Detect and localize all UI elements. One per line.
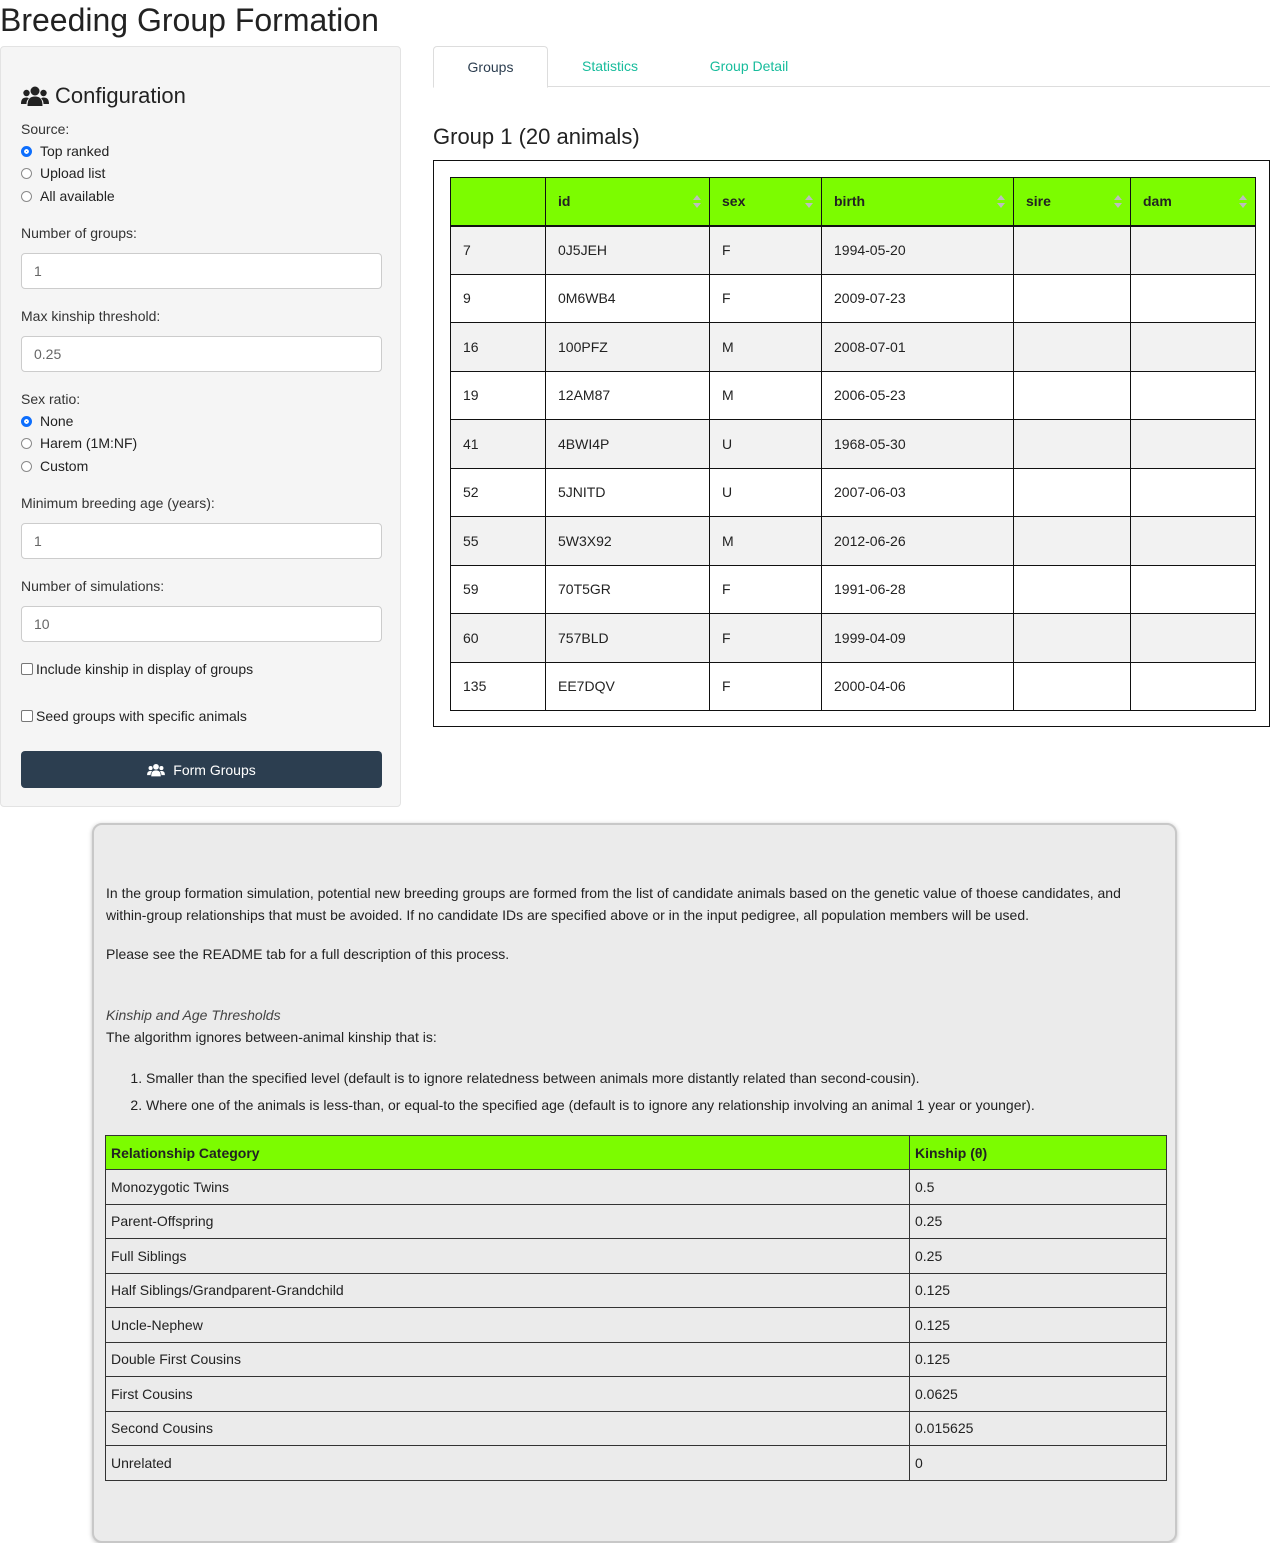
cell-sex: F [710, 274, 822, 323]
table-row [106, 1273, 1167, 1308]
column-header-label: id [558, 193, 571, 210]
cell-kinship: 0.25 [910, 1239, 1167, 1274]
sex-ratio-option-label: None [40, 413, 74, 429]
source-option-top-ranked[interactable] [21, 141, 109, 161]
min-age-input[interactable]: 1 [21, 523, 382, 559]
cell-sex: M [710, 323, 822, 372]
sort-icon[interactable] [1114, 195, 1122, 209]
cell-dam [1131, 517, 1256, 566]
column-header-sire[interactable] [1014, 178, 1131, 226]
form-groups-button[interactable] [21, 751, 382, 788]
cell-sex: F [710, 565, 822, 614]
cell-sire [1014, 565, 1131, 614]
table-row [106, 1411, 1167, 1446]
seed-groups-checkbox-row[interactable] [21, 706, 247, 726]
column-header-birth[interactable] [822, 178, 1014, 226]
cell-sex: F [710, 662, 822, 711]
num-sims-label: Number of simulations: [21, 578, 165, 594]
cell-sex: M [710, 371, 822, 420]
list-item: 1. Smaller than the specified level (default is to ignore relatedness between animals more distantly related than second-cousin). [146, 1065, 1035, 1092]
cell-sire [1014, 323, 1131, 372]
cell-dam [1131, 323, 1256, 372]
cell-id: 0J5JEH [546, 226, 710, 275]
radio-button[interactable] [21, 168, 32, 179]
column-header-relationship: Relationship Category [106, 1136, 910, 1170]
cell-sex: U [710, 468, 822, 517]
cell-birth: 2007-06-03 [822, 468, 1014, 517]
tab-statistics[interactable]: Statistics [581, 58, 638, 74]
cell-relationship: Unrelated [106, 1446, 910, 1481]
cell-relationship: Monozygotic Twins [106, 1170, 910, 1205]
min-age-label: Minimum breeding age (years): [21, 495, 215, 511]
list-item: 2. Where one of the animals is less-than, or equal-to the specified age (default is to ignore any relationship involving an animal 1 year or younger). [146, 1092, 1035, 1119]
cell-dam [1131, 274, 1256, 323]
cell-birth: 2012-06-26 [822, 517, 1014, 566]
source-option-label: Upload list [40, 165, 106, 181]
configuration-title: Configuration [55, 83, 186, 108]
cell-kinship: 0.125 [910, 1273, 1167, 1308]
help-paragraph-intro: In the group formation simulation, potential new breeding groups are formed from the list of candidate animals based on the genetic value of thoese candidates, and within-group relationships that must be avoided. If no candidate IDs are specified above or in the input pedigree, all population members will be used. [106, 885, 1121, 923]
cell-relationship: Full Siblings [106, 1239, 910, 1274]
cell-sex: U [710, 420, 822, 469]
sex-ratio-option-none[interactable] [21, 411, 73, 431]
cell-index: 9 [451, 274, 546, 323]
table-row[interactable] [451, 420, 1256, 469]
table-row[interactable] [451, 565, 1256, 614]
cell-index: 52 [451, 468, 546, 517]
include-kinship-label: Include kinship in display of groups [36, 661, 254, 677]
seed-groups-label: Seed groups with specific animals [36, 708, 247, 724]
threshold-list [106, 1065, 1035, 1119]
cell-relationship: Uncle-Nephew [106, 1308, 910, 1343]
cell-id: 5W3X92 [546, 517, 710, 566]
configuration-heading [21, 83, 186, 109]
sort-icon[interactable] [997, 195, 1005, 209]
cell-index: 135 [451, 662, 546, 711]
table-row [106, 1170, 1167, 1205]
cell-sire [1014, 662, 1131, 711]
cell-sex: F [710, 226, 822, 275]
cell-id: 100PFZ [546, 323, 710, 372]
column-header-dam[interactable] [1131, 178, 1256, 226]
num-sims-input[interactable]: 10 [21, 606, 382, 642]
help-paragraph-readme: Please see the README tab for a full description of this process. [106, 946, 510, 962]
num-groups-input[interactable]: 1 [21, 253, 382, 289]
column-header-label: sire [1026, 193, 1051, 210]
seed-groups-checkbox[interactable] [21, 710, 33, 722]
table-row[interactable] [451, 517, 1256, 566]
sex-ratio-option-label: Custom [40, 458, 89, 474]
cell-kinship: 0.015625 [910, 1411, 1167, 1446]
radio-button-selected[interactable] [21, 146, 32, 157]
cell-dam [1131, 565, 1256, 614]
tab-bar [433, 46, 1270, 87]
table-row[interactable] [451, 662, 1256, 711]
cell-index: 41 [451, 420, 546, 469]
cell-index: 7 [451, 226, 546, 275]
cell-id: 5JNITD [546, 468, 710, 517]
help-subheading: Kinship and Age Thresholds [106, 1007, 281, 1023]
table-row [106, 1308, 1167, 1343]
sex-ratio-option-harem[interactable] [21, 433, 137, 453]
cell-id: 757BLD [546, 614, 710, 663]
cell-birth: 1991-06-28 [822, 565, 1014, 614]
sex-ratio-option-custom[interactable] [21, 456, 88, 476]
cell-kinship: 0.5 [910, 1170, 1167, 1205]
cell-relationship: Double First Cousins [106, 1342, 910, 1377]
cell-kinship: 0.25 [910, 1204, 1167, 1239]
cell-id: 70T5GR [546, 565, 710, 614]
cell-sire [1014, 517, 1131, 566]
cell-birth: 2006-05-23 [822, 371, 1014, 420]
table-row [106, 1204, 1167, 1239]
cell-kinship: 0 [910, 1446, 1167, 1481]
help-paragraph-thresholds: The algorithm ignores between-animal kinship that is: [106, 1029, 437, 1045]
radio-button-selected[interactable] [21, 416, 32, 427]
cell-relationship: Second Cousins [106, 1411, 910, 1446]
cell-index: 19 [451, 371, 546, 420]
cell-birth: 1994-05-20 [822, 226, 1014, 275]
cell-kinship: 0.0625 [910, 1377, 1167, 1412]
radio-button[interactable] [21, 438, 32, 449]
group-title: Group 1 (20 animals) [433, 124, 640, 149]
cell-dam [1131, 420, 1256, 469]
source-option-all-available[interactable] [21, 186, 115, 206]
group-table [450, 177, 1256, 711]
cell-sire [1014, 614, 1131, 663]
column-header-index[interactable] [451, 178, 546, 226]
column-header-label: sex [722, 193, 746, 210]
cell-index: 60 [451, 614, 546, 663]
users-icon [147, 763, 165, 777]
column-header-label: dam [1143, 193, 1172, 210]
radio-button[interactable] [21, 191, 32, 202]
column-header-sex[interactable] [710, 178, 822, 226]
cell-sex: F [710, 614, 822, 663]
cell-dam [1131, 371, 1256, 420]
num-groups-label: Number of groups: [21, 225, 137, 241]
table-row [106, 1342, 1167, 1377]
table-row[interactable] [451, 274, 1256, 323]
table-row[interactable] [451, 323, 1256, 372]
cell-relationship: Parent-Offspring [106, 1204, 910, 1239]
max-kinship-label: Max kinship threshold: [21, 308, 161, 324]
cell-sire [1014, 371, 1131, 420]
cell-id: 12AM87 [546, 371, 710, 420]
cell-birth: 1968-05-30 [822, 420, 1014, 469]
group-table-container [433, 160, 1270, 727]
cell-sire [1014, 468, 1131, 517]
cell-dam [1131, 468, 1256, 517]
configuration-panel [0, 46, 401, 807]
cell-relationship: First Cousins [106, 1377, 910, 1412]
source-option-label: Top ranked [40, 143, 110, 159]
cell-birth: 2008-07-01 [822, 323, 1014, 372]
cell-dam [1131, 662, 1256, 711]
table-row[interactable] [451, 614, 1256, 663]
table-row [106, 1239, 1167, 1274]
include-kinship-checkbox-row[interactable] [21, 659, 253, 679]
column-header-label: birth [834, 193, 866, 210]
sex-ratio-option-label: Harem (1M:NF) [40, 435, 138, 451]
cell-kinship: 0.125 [910, 1342, 1167, 1377]
cell-index: 59 [451, 565, 546, 614]
cell-dam [1131, 226, 1256, 275]
sort-icon[interactable] [805, 195, 813, 209]
cell-relationship: Half Siblings/Grandparent-Grandchild [106, 1273, 910, 1308]
sort-icon[interactable] [1239, 195, 1247, 209]
cell-birth: 2000-04-06 [822, 662, 1014, 711]
cell-sire [1014, 274, 1131, 323]
cell-id: 0M6WB4 [546, 274, 710, 323]
cell-kinship: 0.125 [910, 1308, 1167, 1343]
cell-id: EE7DQV [546, 662, 710, 711]
max-kinship-input[interactable]: 0.25 [21, 336, 382, 372]
cell-sex: M [710, 517, 822, 566]
source-label: Source: [21, 121, 70, 137]
table-row[interactable] [451, 226, 1256, 275]
table-row[interactable] [451, 371, 1256, 420]
users-icon [21, 85, 49, 107]
cell-id: 4BWI4P [546, 420, 710, 469]
radio-button[interactable] [21, 461, 32, 472]
help-panel [92, 823, 1177, 1543]
form-groups-label: Form Groups [173, 761, 256, 778]
page-title: Breeding Group Formation [0, 2, 379, 38]
tab-group-detail[interactable]: Group Detail [709, 58, 789, 74]
table-row [106, 1446, 1167, 1481]
cell-sire [1014, 226, 1131, 275]
include-kinship-checkbox[interactable] [21, 663, 33, 675]
column-header-kinship: Kinship (θ) [910, 1136, 1167, 1170]
cell-index: 55 [451, 517, 546, 566]
table-row[interactable] [451, 468, 1256, 517]
cell-birth: 1999-04-09 [822, 614, 1014, 663]
source-option-upload-list[interactable] [21, 163, 105, 183]
table-row [106, 1377, 1167, 1412]
kinship-table [105, 1135, 1167, 1481]
column-header-id[interactable] [546, 178, 710, 226]
source-option-label: All available [40, 188, 115, 204]
tab-groups[interactable]: Groups [433, 46, 548, 88]
cell-index: 16 [451, 323, 546, 372]
sex-ratio-label: Sex ratio: [21, 391, 81, 407]
cell-sire [1014, 420, 1131, 469]
cell-dam [1131, 614, 1256, 663]
cell-birth: 2009-07-23 [822, 274, 1014, 323]
sort-icon[interactable] [693, 195, 701, 209]
